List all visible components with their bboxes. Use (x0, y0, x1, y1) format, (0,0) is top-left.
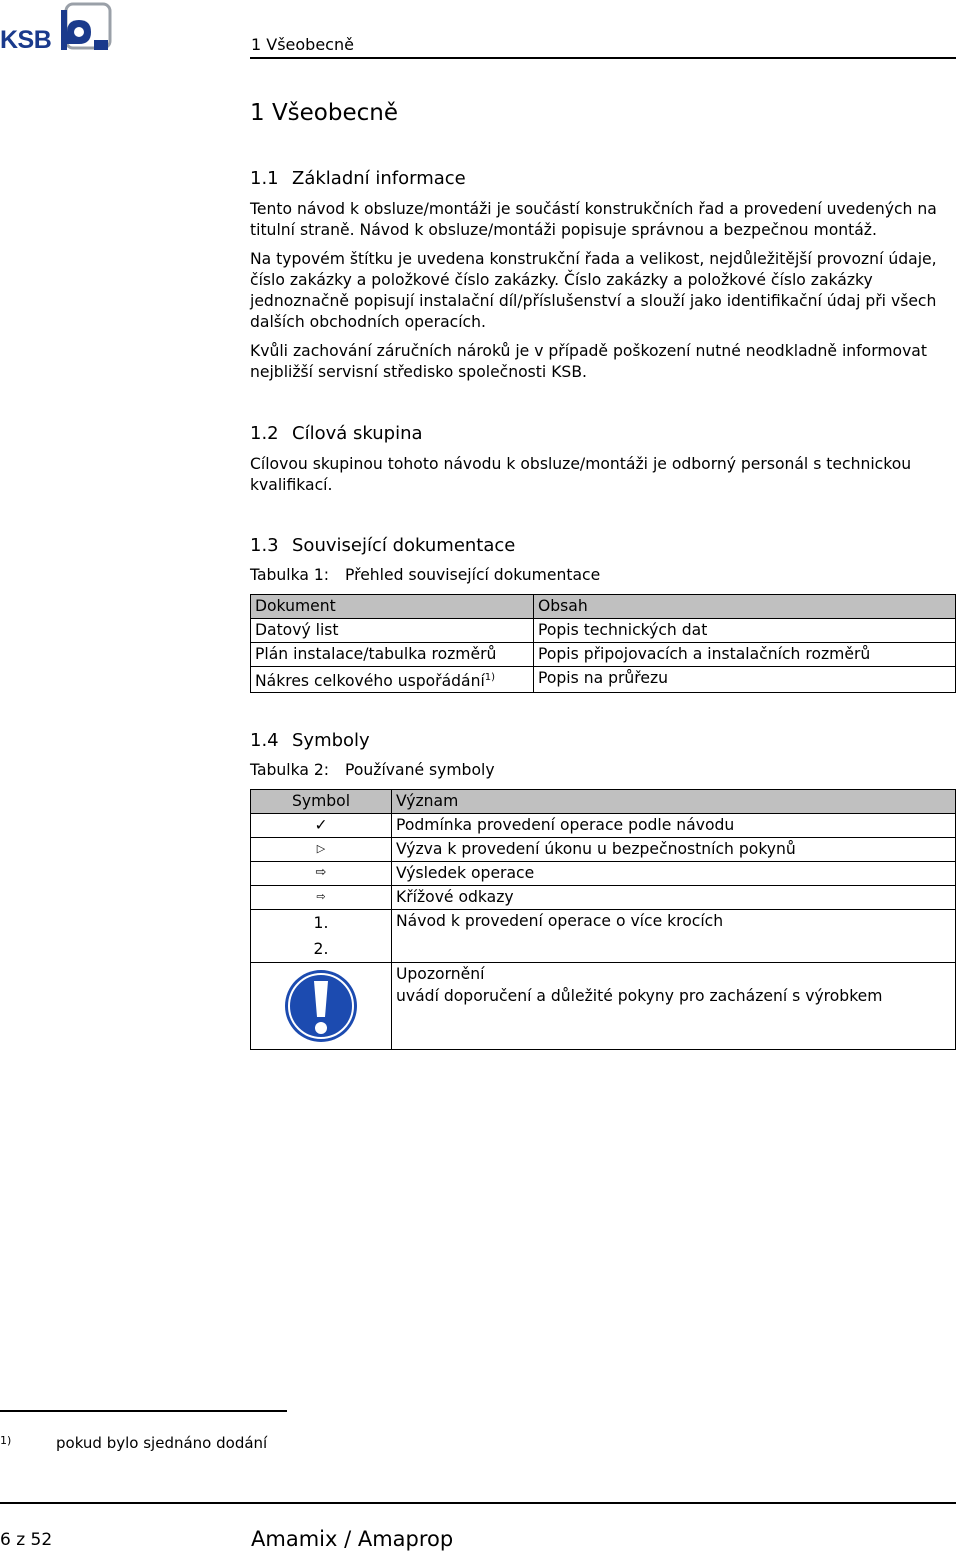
table-cell: Popis připojovacích a instalačních rozměrů (534, 643, 956, 667)
triangle-right-icon: ▷ (251, 838, 392, 862)
table-header-row (251, 790, 956, 814)
ksb-logo-text: KSB (0, 26, 52, 54)
footnote-ref[interactable]: 1) (484, 672, 496, 683)
cell-text: Nákres celkového uspořádání (255, 672, 485, 691)
caption-text: Používané symboly (345, 761, 495, 779)
section-number: 1.1 (250, 168, 279, 189)
ksb-logo-icon (58, 2, 114, 52)
related-docs-table (250, 594, 956, 693)
table-cell: Popis na průřezu (534, 667, 956, 693)
arrow-right-icon: ⇨ (251, 862, 392, 886)
step-numbers (251, 910, 392, 963)
table-row (251, 619, 956, 643)
footnote-rule (0, 1410, 287, 1412)
caption-label: Tabulka 2: (250, 761, 330, 779)
warning-title: Upozornění (396, 965, 485, 983)
section-title: Související dokumentace (292, 535, 516, 556)
table-row (251, 963, 956, 1050)
table-cell: Výzva k provedení úkonu u bezpečnostních pokynů (392, 838, 956, 862)
caption-text: Přehled související dokumentace (345, 566, 601, 584)
section-title: Základní informace (292, 168, 466, 189)
arrow-right-icon: ⇨ (251, 886, 392, 910)
footnote-text: pokud bylo sjednáno dodání (56, 1434, 268, 1452)
page-number: 6 z 52 (0, 1530, 53, 1550)
section-heading-1-1 (250, 168, 466, 189)
ksb-logo (0, 2, 116, 54)
caption-label: Tabulka 1: (250, 566, 330, 584)
section-title: Symboly (292, 730, 370, 751)
running-header-title: 1 Všeobecně (251, 35, 354, 54)
table-cell: Křížové odkazy (392, 886, 956, 910)
table-row (251, 814, 956, 838)
warning-text: uvádí doporučení a důležité pokyny pro zacházení s výrobkem (396, 987, 883, 1005)
step-number-1: 1. (313, 914, 329, 932)
footer-rule (0, 1502, 956, 1504)
paragraph: Na typovém štítku je uvedena konstrukční řada a velikost, nejdůležitější provozní údaje, číslo zakázky a položkové číslo zakázky. Číslo zakázky a položkové číslo zakázky jednoznačně popisují instalační díl/příslušenství a slouží jako identifikační údaj při všech dalších obchodních operacích. (250, 250, 937, 331)
table-row (251, 838, 956, 862)
section-number: 1.2 (250, 423, 279, 444)
table-cell: Datový list (251, 619, 534, 643)
checkmark-icon: ✓ (251, 814, 392, 838)
table-cell: Podmínka provedení operace podle návodu (392, 814, 956, 838)
footnote-mark: 1) (0, 1434, 12, 1447)
paragraph: Kvůli zachování záručních nároků je v případě poškození nutné neodkladně informovat nejbližší servisní středisko společnosti KSB. (250, 342, 927, 381)
table-row (251, 886, 956, 910)
column-header: Dokument (251, 595, 534, 619)
section-title: Cílová skupina (292, 423, 423, 444)
chapter-title: 1 Všeobecně (250, 100, 399, 126)
table-row (251, 667, 956, 693)
table-row (251, 862, 956, 886)
table-cell (392, 963, 956, 1050)
section-heading-1-4 (250, 730, 370, 751)
table-cell (251, 667, 534, 693)
symbols-table (250, 789, 956, 1050)
header-rule (250, 57, 956, 59)
step-number-2: 2. (313, 940, 329, 958)
section-heading-1-2 (250, 423, 423, 444)
table-row (251, 910, 956, 963)
section-number: 1.3 (250, 535, 279, 556)
warning-icon-cell (251, 963, 392, 1050)
column-header: Obsah (534, 595, 956, 619)
table-row (251, 643, 956, 667)
section-number: 1.4 (250, 730, 279, 751)
column-header: Význam (392, 790, 956, 814)
section-heading-1-3 (250, 535, 515, 556)
paragraph: Tento návod k obsluze/montáži je součástí konstrukčních řad a provedení uvedených na titulní straně. Návod k obsluze/montáži popisuje správnou a bezpečnou montáž. (250, 200, 937, 239)
table-cell: Návod k provedení operace o více krocích (392, 910, 956, 963)
table-header-row (251, 595, 956, 619)
table-cell: Plán instalace/tabulka rozměrů (251, 643, 534, 667)
table-cell: Výsledek operace (392, 862, 956, 886)
table-cell: Popis technických dat (534, 619, 956, 643)
warning-exclamation-icon (284, 969, 358, 1043)
paragraph: Cílovou skupinou tohoto návodu k obsluze/montáži je odborný personál s technickou kvalifikací. (250, 455, 912, 494)
column-header: Symbol (251, 790, 392, 814)
table-caption (250, 761, 495, 779)
product-name: Amamix / Amaprop (251, 1527, 454, 1551)
table-caption (250, 566, 600, 584)
